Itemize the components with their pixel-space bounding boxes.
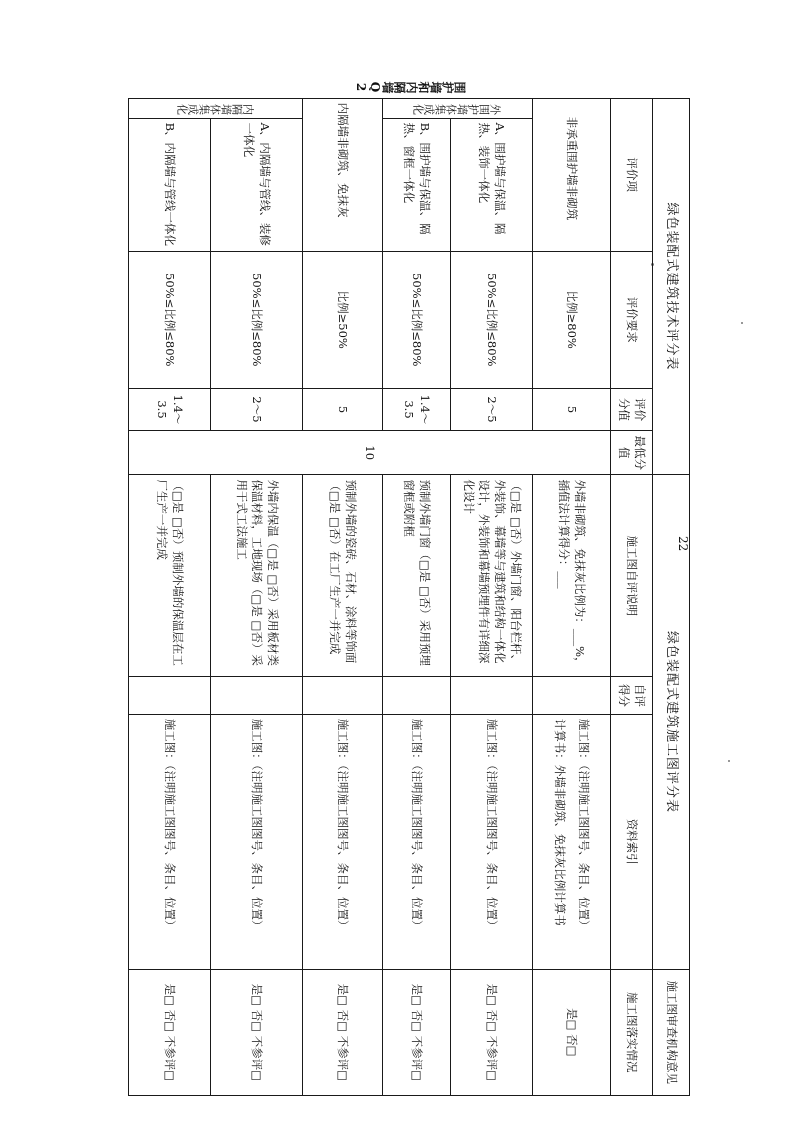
right-table-title: 绿色装配式建筑施工图评分表 [653,475,690,969]
scan-speck [741,322,743,324]
group-label: 外围护墙体集成化 [383,98,533,118]
description-cell: （□是 □否）预制外墙的保温层在工厂生产一并完成 [129,475,211,677]
page-number: 22 [676,536,690,552]
item-cell: A、内隔墙与管线、装修一体化 [211,118,303,251]
score-cell: 2～5 [211,388,303,430]
header-status: 施工图落实情况 [611,969,653,1095]
score-cell: 5 [533,388,611,430]
self-score-cell [533,677,611,715]
item-cell: B、围护墙与保温、隔热、窗框一体化 [383,118,451,251]
table-row [129,76,211,1096]
status-cell: 是□ 否□ [533,969,611,1095]
category-label: 围护墙和内隔墙Q2 [354,80,466,94]
status-cell: 是□ 否□ 不参评□ [211,969,303,1095]
rotated-sheet [134,76,690,1096]
status-cell: 是□ 否□ 不参评□ [303,969,383,1095]
requirement-cell: 50%≤比例≤80% [451,251,533,388]
item-cell: 内隔墙非砌筑、免抹灰 [303,98,383,251]
self-score-cell [129,677,211,715]
requirement-cell: 比例≥80% [533,251,611,388]
header-item: 评价项 [611,98,653,251]
requirement-cell: 50%≤比例≤80% [211,251,303,388]
description-cell: 预制外墙的瓷砖、石材、涂料等饰面（□是 □否）在工厂生产一并完成 [303,475,383,677]
score-cell: 1.4～3.5 [129,388,211,430]
index-cell: 施工图：（注明施工图图号、条目、位置） [383,714,451,969]
table-row [211,76,303,1096]
self-score-cell [303,677,383,715]
score-cell: 2～5 [451,388,533,430]
header-score: 评价分值 [611,388,653,430]
scan-speck [728,760,730,762]
description-cell: （□是 □否）外墙门窗、阳台栏杆、外装饰、幕墙等与建筑和结构一体化设计，外装饰和幕墙预埋件有详细深化设计 [451,475,533,677]
table-row [533,76,611,1096]
header-index: 资料索引 [611,714,653,969]
description-cell: 外墙内保温（□是 □否）采用板材类保温材料，工地现场（□是 □否）采用干式工法施工 [211,475,303,677]
index-cell: 施工图：（注明施工图图号、条目、位置） [211,714,303,969]
index-line: 计算书：外墙非砌筑、免抹灰比例计算书 [553,718,568,926]
score-cell: 5 [303,388,383,430]
item-cell: 非承重围护墙非砌筑 [533,98,611,251]
requirement-cell: 比例≥50% [303,251,383,388]
index-cell: 施工图：（注明施工图图号、条目、位置） [129,714,211,969]
self-score-cell [383,677,451,715]
index-cell [533,714,611,969]
left-table-title: 绿色装配式建筑技术评分表 [653,98,690,475]
scoring-table [128,76,690,1096]
header-self-score: 自评得分 [611,677,653,715]
description-cell: 外墙非砌筑、免抹灰比例为：___%，插值法计算得分：___ [533,475,611,677]
header-description: 施工图自评说明 [611,475,653,677]
index-cell: 施工图：（注明施工图图号、条目、位置） [451,714,533,969]
table-row [451,76,533,1096]
self-score-cell [451,677,533,715]
requirement-cell: 50%≤比例≤80% [129,251,211,388]
score-cell: 1.4～3.5 [383,388,451,430]
status-cell: 是□ 否□ 不参评□ [129,969,211,1095]
index-cell: 施工图：（注明施工图图号、条目、位置） [303,714,383,969]
self-score-cell [211,677,303,715]
item-cell: A、围护墙与保温、隔热、装饰一体化 [451,118,533,251]
requirement-cell: 50%≤比例≤80% [383,251,451,388]
index-line: 施工图：（注明施工图图号、条目、位置） [577,718,592,932]
min-score-cell: 10 [129,431,611,475]
description-cell: 预制外墙门窗（□是 □否）采用预埋窗框或附框 [383,475,451,677]
table-row [303,76,383,1096]
group-label: 内隔墙体集成化 [129,98,303,118]
header-min-score: 最低分值 [611,431,653,475]
status-cell: 是□ 否□ 不参评□ [451,969,533,1095]
table-row [383,76,451,1096]
header-requirement: 评价要求 [611,251,653,388]
item-cell: B、内隔墙与管线一体化 [129,118,211,251]
status-cell: 是□ 否□ 不参评□ [383,969,451,1095]
review-agency-header: 施工图审查机构意见 [653,969,690,1095]
